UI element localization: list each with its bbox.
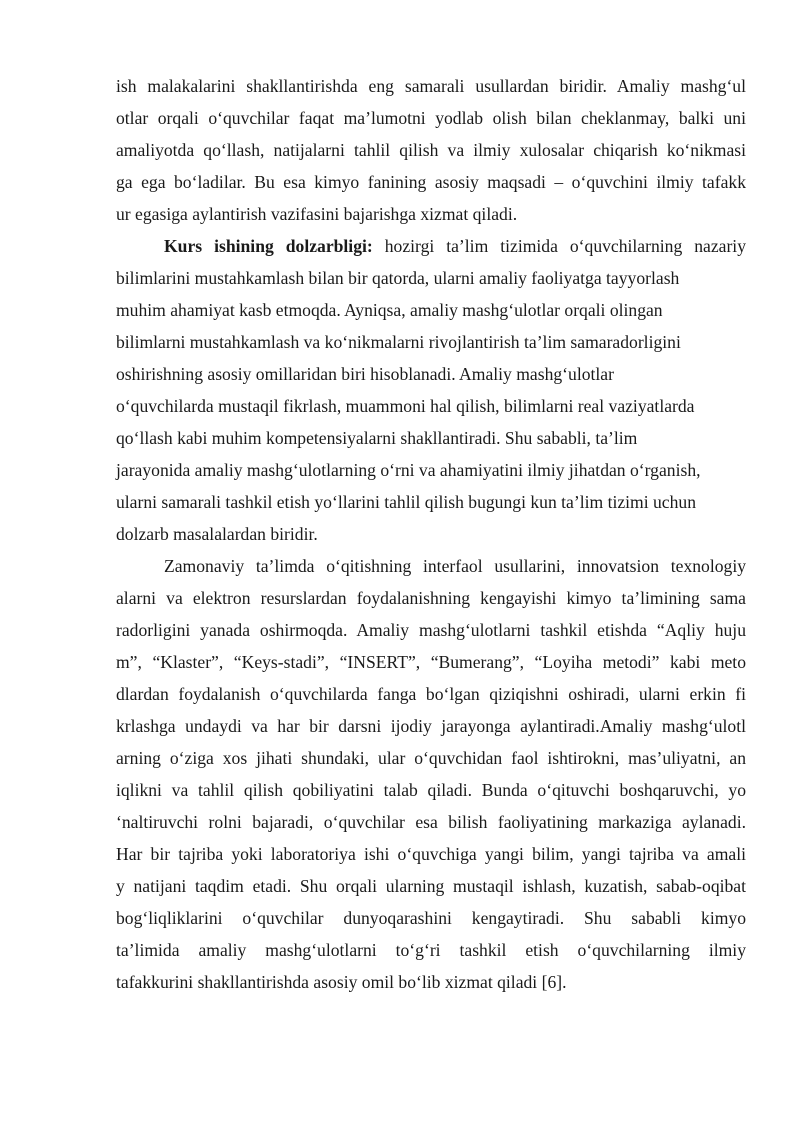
paragraph-relevance [116,230,746,550]
text-line: ish malakalarini shakllantirishda eng samarali usullardan biridir. Amaliy mashg‘ul [116,76,746,96]
text-line: bilimlarini mustahkamlash bilan bir qatorda, ularni amaliy faoliyatga tayyorlash [116,268,680,288]
text-line: ularni samarali tashkil etish yo‘llarini tahlil qilish bugungi kun ta’lim tizimi uchun [116,492,697,512]
text-line: dolzarb masalalardan biridir. [116,524,318,544]
text-line: bilimlarni mustahkamlash va ko‘nikmalarni rivojlantirish ta’lim samaradorligini [116,332,681,352]
text-line: otlar orqali o‘quvchilar faqat ma’lumotni yodlab olish bilan cheklanmay, balki uni [116,108,746,128]
text-line: oshirishning asosiy omillaridan biri hisoblanadi. Amaliy mashg‘ulotlar [116,364,614,384]
text-line [116,230,746,262]
text-line: dlardan foydalanish o‘quvchilarda fanga bo‘lgan qiziqishni oshiradi, ularni erkin fi [116,684,746,704]
text-line: amaliyotda qo‘llash, natijalarni tahlil qilish va ilmiy xulosalar chiqarish ko‘nikmasi [116,140,746,160]
paragraph-intro [116,70,746,230]
text-line: ur egasiga aylantirish vazifasini bajarishga xizmat qiladi. [116,204,518,224]
paragraph-modern-methods [116,550,746,998]
text-line: m”, “Klaster”, “Keys-stadi”, “INSERT”, “Bumerang”, “Loyiha metodi” kabi meto [116,652,746,672]
text-line: bog‘liqliklarini o‘quvchilar dunyoqarashini kengaytiradi. Shu sababli kimyo [116,908,746,928]
section-heading: Kurs ishining dolzarbligi: [164,236,373,256]
text-line: o‘quvchilarda mustaqil fikrlash, muammoni hal qilish, bilimlarni real vaziyatlarda [116,396,695,416]
text-line: ta’limida amaliy mashg‘ulotlarni to‘g‘ri tashkil etish o‘quvchilarning ilmiy [116,940,746,960]
text-line: krlashga undaydi va har bir darsni ijodiy jarayonga aylantiradi.Amaliy mashg‘ulotl [116,716,746,736]
text-line: Zamonaviy ta’limda o‘qitishning interfaol usullarini, innovatsion texnologiy [164,556,746,576]
text-line: jarayonida amaliy mashg‘ulotlarning o‘rni va ahamiyatini ilmiy jihatdan o‘rganish, [116,460,701,480]
text-line: y natijani taqdim etadi. Shu orqali ularning mustaqil ishlash, kuzatish, sabab-oqibat [116,876,746,896]
text-line: ga ega bo‘ladilar. Bu esa kimyo fanining asosiy maqsadi – o‘quvchini ilmiy tafakk [116,172,746,192]
text-line: arning o‘ziga xos jihati shundaki, ular o‘quvchidan faol ishtirokni, mas’uliyatni, an [116,748,746,768]
text-line: muhim ahamiyat kasb etmoqda. Ayniqsa, amaliy mashg‘ulotlar orqali olingan [116,300,663,320]
document-page [116,70,746,998]
text-line: iqlikni va tahlil qilish qobiliyatini talab qiladi. Bunda o‘qituvchi boshqaruvchi, yo [116,780,746,800]
text-line: Har bir tajriba yoki laboratoriya ishi o‘quvchiga yangi bilim, yangi tajriba va amali [116,844,746,864]
text-line: tafakkurini shakllantirishda asosiy omil bo‘lib xizmat qiladi [6]. [116,972,567,992]
text-line: radorligini yanada oshirmoqda. Amaliy mashg‘ulotlarni tashkil etishda “Aqliy huju [116,620,746,640]
heading-continuation: hozirgi ta’lim tizimida o‘quvchilarning nazariy [372,236,746,256]
text-line: ‘naltiruvchi rolni bajaradi, o‘quvchilar esa bilish faoliyatining markaziga aylanadi. [116,812,746,832]
text-line: qo‘llash kabi muhim kompetensiyalarni shakllantiradi. Shu sababli, ta’lim [116,428,638,448]
text-line: alarni va elektron resurslardan foydalanishning kengayishi kimyo ta’limining sama [116,588,746,608]
